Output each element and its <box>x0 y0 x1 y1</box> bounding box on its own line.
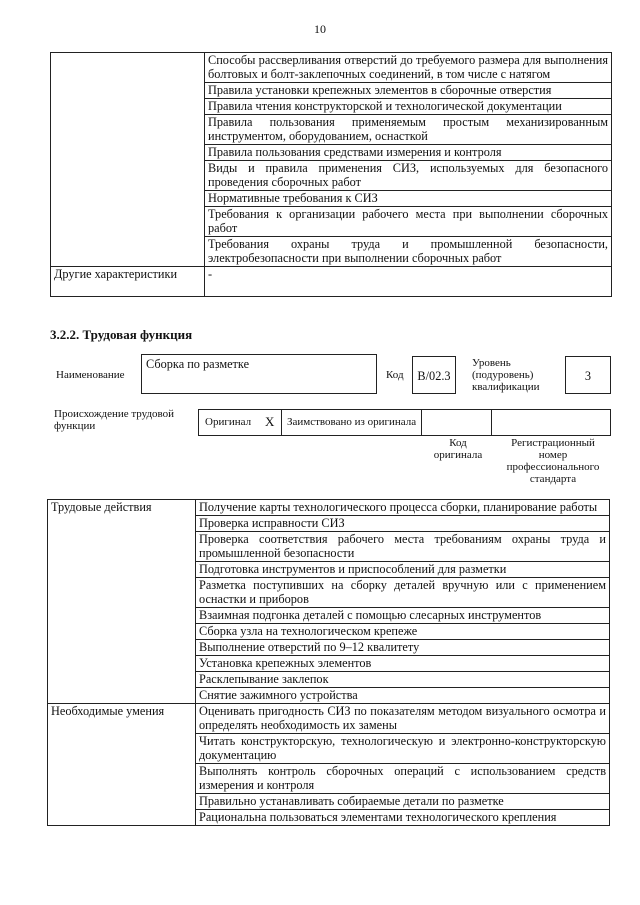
labor-action-row: Установка крепежных элементов <box>196 656 610 672</box>
labor-action-row: Снятие зажимного устройства <box>196 688 610 704</box>
original-label: Оригинал <box>205 416 252 428</box>
code-value: В/02.3 <box>412 356 456 394</box>
labor-action-row: Выполнение отверстий по 9–12 квалитету <box>196 640 610 656</box>
name-label: Наименование <box>56 369 125 381</box>
labor-action-row: Проверка соответствия рабочего места требованиям охраны труда и промышленной безопасности <box>196 532 610 562</box>
knowledge-label-cell <box>51 53 205 267</box>
page-number: 10 <box>314 22 326 36</box>
skill-row: Оценивать пригодность СИЗ по показателям методом визуального осмотра и определять необходимость их замены <box>196 704 610 734</box>
skills-label: Необходимые умения <box>48 704 196 826</box>
divider <box>281 409 282 436</box>
level-label: Уровень (подуровень) квалификации <box>472 357 540 393</box>
knowledge-table <box>50 52 612 297</box>
knowledge-row: Нормативные требования к СИЗ <box>205 191 612 207</box>
functions-table <box>47 499 610 826</box>
knowledge-row: Правила установки крепежных элементов в сборочные отверстия <box>205 83 612 99</box>
code-original-caption: Код оригинала <box>433 437 483 461</box>
code-label: Код <box>386 369 404 381</box>
labor-actions-label: Трудовые действия <box>48 500 196 704</box>
borrowed-label: Заимствовано из оригинала <box>287 416 417 428</box>
skill-row: Читать конструкторскую, технологическую и электронно-конструкторскую документацию <box>196 734 610 764</box>
labor-action-row: Подготовка инструментов и приспособлений для разметки <box>196 562 610 578</box>
labor-action-row: Проверка исправности СИЗ <box>196 516 610 532</box>
origin-label: Происхождение трудовой функции <box>54 408 175 432</box>
knowledge-row: Способы рассверливания отверстий до требуемого размера для выполнения болтовых и болт-заклепочных соединений, в том числе с натягом <box>205 53 612 83</box>
section-title: 3.2.2. Трудовая функция <box>50 327 193 342</box>
knowledge-row: Требования охраны труда и промышленной безопасности, электробезопасности при выполнении сборочных работ <box>205 237 612 267</box>
skill-row: Рациональна пользоваться элементами технологического крепления <box>196 810 610 826</box>
knowledge-row: Требования к организации рабочего места при выполнении сборочных работ <box>205 207 612 237</box>
knowledge-row: Виды и правила применения СИЗ, используемых для безопасного проведения сборочных работ <box>205 161 612 191</box>
labor-action-row: Сборка узла на технологическом крепеже <box>196 624 610 640</box>
skill-row: Правильно устанавливать собираемые детали по разметке <box>196 794 610 810</box>
divider <box>491 409 492 436</box>
knowledge-row: Правила чтения конструкторской и технологической документации <box>205 99 612 115</box>
labor-action-row: Расклепывание заклепок <box>196 672 610 688</box>
divider <box>421 409 422 436</box>
other-characteristics-value: - <box>205 267 612 297</box>
name-value: Сборка по разметке <box>141 354 377 394</box>
labor-action-row: Разметка поступивших на сборку деталей вручную или с применением оснастки и приборов <box>196 578 610 608</box>
knowledge-row: Правила пользования средствами измерения и контроля <box>205 145 612 161</box>
skill-row: Выполнять контроль сборочных операций с использованием средств измерения и контроля <box>196 764 610 794</box>
labor-action-row: Получение карты технологического процесса сборки, планирование работы <box>196 500 610 516</box>
level-value: 3 <box>565 356 611 394</box>
other-characteristics-label: Другие характеристики <box>51 267 205 297</box>
knowledge-row: Правила пользования применяемым простым механизированным инструментом, оборудованием, оснасткой <box>205 115 612 145</box>
reg-number-caption: Регистрационный номер профессионального стандарта <box>506 437 600 485</box>
labor-action-row: Взаимная подгонка деталей с помощью слесарных инструментов <box>196 608 610 624</box>
original-mark: X <box>265 414 275 429</box>
